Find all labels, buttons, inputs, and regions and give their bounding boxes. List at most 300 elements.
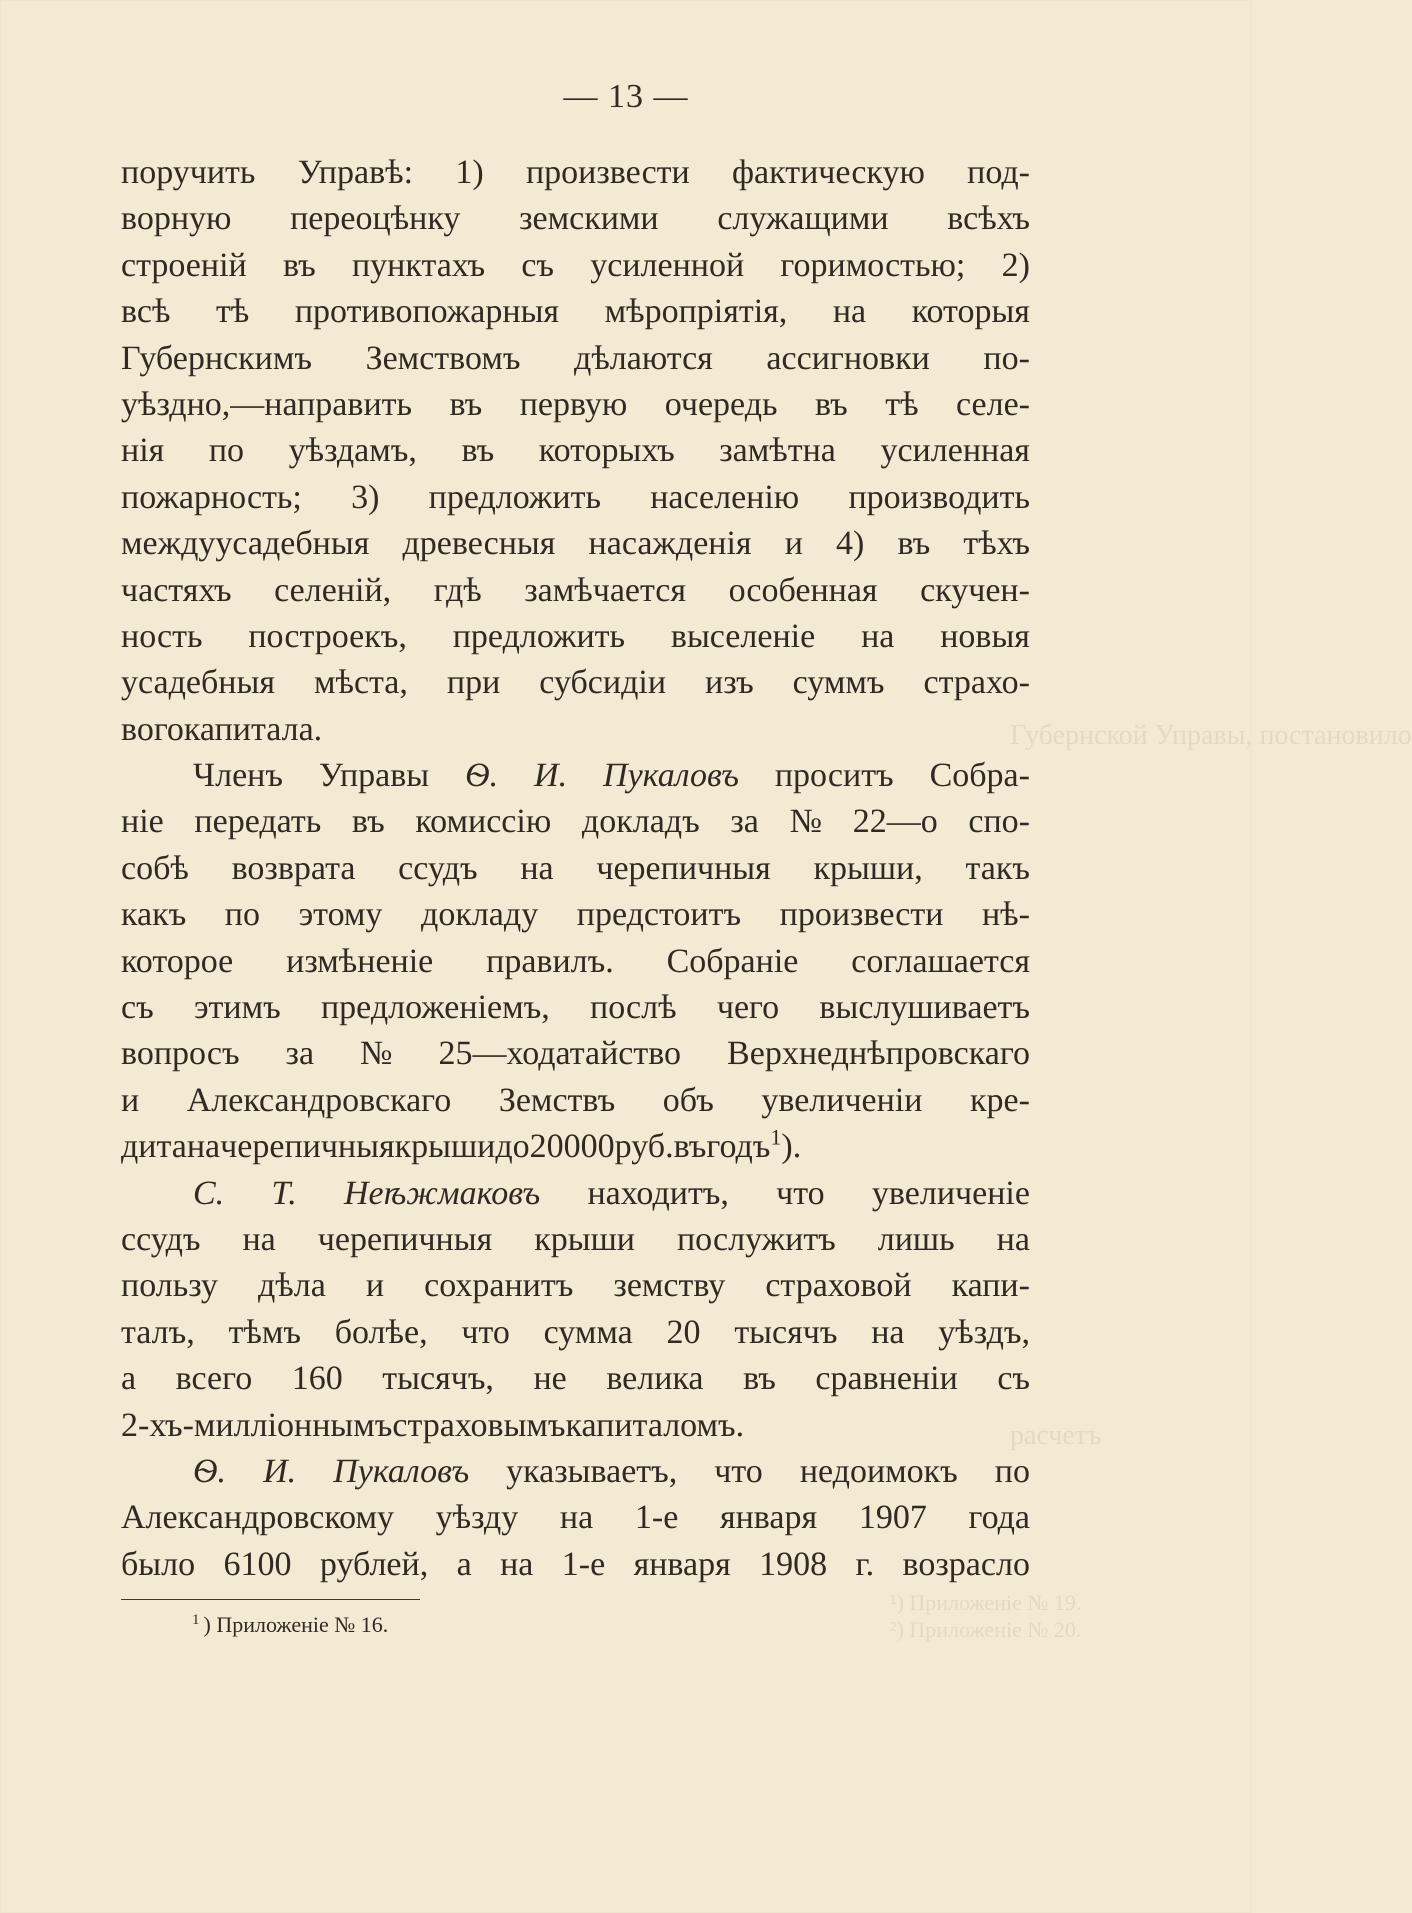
text-fragment: на [861, 617, 895, 655]
text-fragment: сумма [543, 1313, 633, 1351]
text-fragment: замѣтна [719, 432, 836, 470]
text-fragment: уѣздамъ, [288, 432, 417, 470]
text-fragment: черепичныя [596, 849, 771, 887]
text-line [121, 799, 1030, 845]
text-fragment: Земствъ [498, 1081, 616, 1119]
word [194, 799, 321, 845]
word [968, 799, 1030, 845]
word [766, 336, 929, 382]
text-fragment: пунктахъ [351, 246, 486, 284]
word [318, 1217, 492, 1263]
word [770, 1124, 801, 1170]
word [187, 1078, 452, 1124]
text-fragment: передать [194, 803, 322, 841]
word [121, 1356, 136, 1402]
text-fragment: дита [121, 1128, 187, 1166]
word [853, 799, 938, 845]
text-fragment: вого [121, 710, 184, 748]
text-fragment: и [121, 1081, 140, 1119]
word [121, 1078, 139, 1124]
word [761, 1078, 922, 1124]
text-fragment: тѣ [885, 385, 919, 423]
text-fragment: съ [997, 1360, 1030, 1398]
text-line [121, 1542, 1030, 1588]
word [587, 1171, 728, 1217]
text-fragment: насажденія [588, 525, 752, 563]
word [263, 1449, 296, 1495]
word [289, 428, 417, 474]
word [963, 521, 1030, 567]
text-fragment: первую [519, 385, 628, 423]
text-fragment: капи- [951, 1267, 1030, 1305]
word [590, 243, 744, 289]
word [366, 1263, 384, 1309]
speaker-name: Пукаловъ [603, 757, 739, 795]
word [997, 1217, 1030, 1263]
text-line [121, 892, 1030, 938]
text-fragment: страховымъ [392, 1406, 566, 1444]
text-line [121, 614, 1030, 660]
text-fragment: по [208, 432, 245, 470]
text-fragment: ніе [121, 803, 164, 841]
text-line [121, 382, 1030, 428]
word [229, 1310, 301, 1356]
word [574, 336, 713, 382]
word [566, 1403, 745, 1449]
text-fragment: спо- [968, 803, 1030, 841]
speaker-name: Ѳ. [465, 757, 499, 795]
text-fragment: увеличеніи [761, 1081, 923, 1119]
word [193, 1171, 224, 1217]
text-fragment: тѣмъ [228, 1313, 301, 1351]
word [930, 753, 1030, 799]
text-fragment: вопросъ [121, 1035, 240, 1073]
word [121, 521, 369, 567]
word [650, 475, 799, 521]
word [815, 1356, 957, 1402]
text-fragment: годъ [706, 1128, 771, 1166]
text-fragment: дѣла [258, 1267, 326, 1305]
text-fragment: что [714, 1452, 763, 1490]
text-fragment: по [994, 1452, 1030, 1490]
word [121, 196, 231, 242]
word [121, 892, 186, 938]
text-line [121, 521, 1030, 567]
word [534, 1217, 635, 1263]
word [562, 1542, 605, 1588]
word [232, 846, 356, 892]
word [184, 707, 322, 753]
text-fragment: переоцѣнку [290, 200, 461, 238]
text-fragment: сохранитъ [424, 1267, 574, 1305]
word [734, 1310, 837, 1356]
word [209, 428, 244, 474]
word [848, 475, 1030, 521]
text-fragment: не [533, 1360, 567, 1398]
word [121, 660, 275, 706]
text-fragment: ность [121, 617, 203, 655]
word [833, 289, 866, 335]
text-line [121, 1078, 1030, 1124]
word [121, 243, 247, 289]
word [121, 428, 164, 474]
text-fragment: горимостью; [780, 246, 966, 284]
word [176, 1356, 253, 1402]
word [706, 1124, 770, 1170]
text-fragment: Александровскому [121, 1499, 394, 1537]
word [732, 150, 925, 196]
text-fragment: 1-е [561, 1545, 606, 1583]
speaker-name: Ѳ. [193, 1452, 227, 1490]
text-fragment: замѣчается [524, 571, 687, 609]
text-line [121, 985, 1030, 1031]
word [851, 939, 1030, 985]
word [982, 892, 1030, 938]
text-fragment: и [784, 525, 803, 563]
text-fragment: усиленная [880, 432, 1030, 470]
text-fragment: Собраніе [666, 942, 799, 980]
text-fragment: въ [814, 385, 848, 423]
word [121, 939, 233, 985]
word [121, 289, 170, 335]
word [193, 1449, 226, 1495]
text-fragment: талъ, [121, 1313, 195, 1351]
word [121, 985, 154, 1031]
word [530, 1124, 615, 1170]
word [776, 1171, 825, 1217]
text-fragment: особенная [728, 571, 878, 609]
text-fragment: мѣста, [313, 664, 408, 702]
text-fragment: комиссію [415, 803, 552, 841]
text-fragment: г. [855, 1545, 875, 1583]
word [671, 614, 815, 660]
word [121, 614, 203, 660]
footnote-rule [121, 1599, 420, 1600]
text-fragment: 3) [351, 478, 380, 516]
word [495, 1124, 529, 1170]
text-fragment: междуусадебныя [121, 525, 370, 563]
word [121, 799, 164, 845]
text-fragment: под- [967, 154, 1030, 191]
word [274, 568, 391, 614]
text-fragment: а [456, 1545, 472, 1583]
word [856, 1542, 875, 1588]
text-fragment: всего [175, 1360, 253, 1398]
text-fragment: производить [848, 478, 1030, 516]
text-fragment: докладу [421, 896, 539, 934]
word [224, 1542, 292, 1588]
text-fragment: частяхъ [121, 571, 232, 609]
text-fragment: января [633, 1545, 731, 1583]
word [605, 289, 788, 335]
text-fragment: ворную [121, 200, 232, 238]
word [634, 1542, 731, 1588]
word [665, 382, 778, 428]
word [360, 1031, 392, 1077]
word [299, 892, 383, 938]
word [415, 799, 551, 845]
speaker-name: Т. [271, 1174, 297, 1212]
word [121, 1263, 218, 1309]
text-fragment: 4) [836, 525, 865, 563]
text-fragment: 2-хъ-милліоннымъ [121, 1406, 393, 1444]
word [242, 1217, 275, 1263]
word [727, 1031, 1030, 1077]
text-fragment: усадебныя [121, 664, 275, 702]
text-fragment: крыши, [813, 849, 923, 887]
word [533, 1356, 566, 1402]
footnote-reference: 1 [770, 1124, 782, 1150]
text-fragment: построекъ, [248, 617, 407, 655]
text-fragment: въ [461, 432, 495, 470]
word [194, 985, 281, 1031]
text-fragment: на [500, 1545, 534, 1583]
text-fragment: выслушиваетъ [819, 989, 1030, 1027]
text-line [121, 939, 1030, 985]
word [248, 614, 407, 660]
word [968, 1495, 1030, 1541]
word [814, 846, 923, 892]
word [520, 382, 628, 428]
text-fragment: указываетъ, [506, 1452, 678, 1490]
page-number: — 13 — [563, 78, 689, 115]
word [539, 660, 666, 706]
text-fragment: руб. [614, 1128, 674, 1166]
word [225, 892, 260, 938]
word [815, 382, 848, 428]
text-line [121, 1217, 1030, 1263]
text-fragment: страхо- [923, 664, 1030, 702]
word [940, 614, 1030, 660]
text-fragment: 6100 [223, 1545, 292, 1583]
text-fragment: въ [673, 1128, 707, 1166]
text-fragment: ). [781, 1128, 802, 1166]
text-fragment: усиленной [590, 246, 745, 284]
word [765, 1263, 911, 1309]
text-fragment: дѣлаются [574, 339, 713, 377]
text-fragment: на [996, 1220, 1030, 1258]
word [785, 521, 803, 567]
word [121, 1495, 394, 1541]
word [121, 382, 412, 428]
word [121, 336, 312, 382]
text-fragment: № [360, 1035, 393, 1073]
word [1002, 243, 1030, 289]
word [121, 1031, 240, 1077]
word [590, 985, 677, 1031]
word [447, 660, 500, 706]
word [121, 1310, 195, 1356]
word [121, 846, 189, 892]
word [923, 660, 1029, 706]
word [730, 799, 759, 845]
word [121, 150, 255, 196]
text-line [121, 1124, 1030, 1170]
word [121, 1542, 195, 1588]
word [613, 1263, 725, 1309]
word [705, 660, 754, 706]
speaker-name: Пукаловъ [333, 1452, 470, 1490]
text-line [121, 753, 1030, 799]
word [449, 382, 482, 428]
text-fragment: пользу [121, 1267, 218, 1305]
speaker-name: И. [263, 1452, 297, 1490]
text-fragment: 20000 [529, 1128, 615, 1166]
word [292, 1356, 343, 1402]
word [997, 1356, 1030, 1402]
word [780, 243, 965, 289]
show-through-text-4: ²) Приложеніе № 20. [890, 1617, 1082, 1642]
text-line [121, 336, 1030, 382]
word [615, 1124, 674, 1170]
word [582, 799, 700, 845]
word [392, 1403, 565, 1449]
text-fragment: года [968, 1499, 1030, 1537]
text-fragment: служащими [717, 200, 889, 238]
text-fragment: тысячъ, [382, 1360, 494, 1398]
text-line [121, 289, 1030, 335]
text-fragment: возврата [231, 849, 356, 887]
text-line [121, 428, 1030, 474]
text-fragment: января [719, 1499, 818, 1537]
text-fragment: черепичныя [317, 1220, 493, 1258]
word [457, 1542, 472, 1588]
text-fragment: велика [606, 1360, 704, 1398]
word [499, 1078, 615, 1124]
text-fragment: Земствомъ [365, 339, 521, 377]
word [677, 1217, 836, 1263]
word [534, 753, 567, 799]
text-fragment: Членъ [193, 757, 283, 795]
word [429, 475, 601, 521]
word [434, 568, 482, 614]
text-fragment: по- [983, 339, 1030, 377]
text-fragment: черепичныя [220, 1128, 395, 1166]
word [320, 1542, 428, 1588]
text-line [121, 1263, 1030, 1309]
word [885, 382, 918, 428]
text-line [121, 1171, 1030, 1217]
word [319, 753, 429, 799]
text-fragment: до [495, 1128, 530, 1166]
word [121, 707, 184, 753]
text-fragment: на [242, 1220, 276, 1258]
text-fragment: Управѣ: [297, 154, 414, 191]
text-fragment: недоимокъ [799, 1452, 958, 1490]
text-fragment: предстоитъ [576, 896, 742, 934]
text-fragment: выселеніе [670, 617, 816, 655]
show-through-text-3: ¹) Приложеніе № 19. [890, 1590, 1082, 1615]
text-fragment: а [121, 1360, 137, 1398]
text-fragment: всѣхъ [947, 200, 1030, 238]
text-fragment: которое [121, 942, 234, 980]
word [121, 475, 302, 521]
text-fragment: ссудъ [398, 849, 478, 887]
main-text [121, 150, 1030, 1588]
text-line [121, 475, 1030, 521]
word [967, 150, 1030, 196]
word [952, 1263, 1030, 1309]
word [220, 1124, 394, 1170]
text-fragment: болѣе, [334, 1313, 428, 1351]
text-fragment: 160 [291, 1360, 343, 1398]
word [314, 660, 408, 706]
word [596, 846, 770, 892]
word [589, 521, 752, 567]
text-fragment: 20 [666, 1313, 701, 1351]
word [352, 799, 385, 845]
text-fragment: въ [449, 385, 483, 423]
word [983, 336, 1030, 382]
text-fragment: изъ [705, 664, 754, 702]
word [606, 1356, 703, 1402]
text-fragment: на [559, 1499, 594, 1537]
text-fragment: селеній, [274, 571, 392, 609]
text-fragment: № [789, 803, 823, 841]
footnote-text: ) Приложеніе № 16. [203, 1612, 389, 1637]
word [286, 939, 433, 985]
word [344, 1171, 540, 1217]
word [271, 1171, 296, 1217]
text-fragment: земству [613, 1267, 726, 1305]
text-fragment: скучен- [920, 571, 1030, 609]
text-fragment: предложить [428, 478, 601, 516]
text-fragment: что [776, 1174, 825, 1212]
word [526, 150, 690, 196]
text-fragment: послужитъ [676, 1220, 836, 1258]
word [714, 1449, 763, 1495]
word [436, 1495, 519, 1541]
text-fragment: такъ [965, 849, 1030, 887]
word [321, 985, 550, 1031]
text-fragment: строеній [121, 246, 247, 284]
text-fragment: Управы [318, 757, 430, 795]
text-fragment: нѣ- [981, 896, 1030, 934]
text-fragment: объ [662, 1081, 714, 1119]
text-fragment: собѣ [121, 849, 189, 887]
text-fragment: съ [521, 246, 555, 284]
text-fragment: которыхъ [538, 432, 675, 470]
text-fragment: тѣхъ [963, 525, 1030, 563]
word [819, 985, 1030, 1031]
text-fragment: съ [121, 989, 154, 1027]
word [793, 660, 885, 706]
word [382, 1356, 494, 1402]
text-fragment: гдѣ [433, 571, 482, 609]
text-fragment: поручить [121, 154, 256, 191]
text-fragment: что [461, 1313, 510, 1351]
word [402, 521, 555, 567]
word [956, 382, 1030, 428]
text-fragment: за [730, 803, 759, 841]
text-fragment: на [520, 849, 554, 887]
word [453, 614, 625, 660]
text-fragment: предложить [452, 617, 626, 655]
word [500, 1542, 533, 1588]
word [577, 892, 741, 938]
text-fragment: новыя [940, 617, 1030, 655]
word [295, 289, 559, 335]
word [780, 892, 944, 938]
text-fragment: очередь [664, 385, 778, 423]
text-line [121, 1449, 1030, 1495]
text-line [121, 660, 1030, 706]
word [719, 428, 836, 474]
text-line [121, 1495, 1030, 1541]
text-fragment: крыши [534, 1220, 635, 1258]
word [216, 289, 249, 335]
text-fragment: произвести [779, 896, 944, 934]
